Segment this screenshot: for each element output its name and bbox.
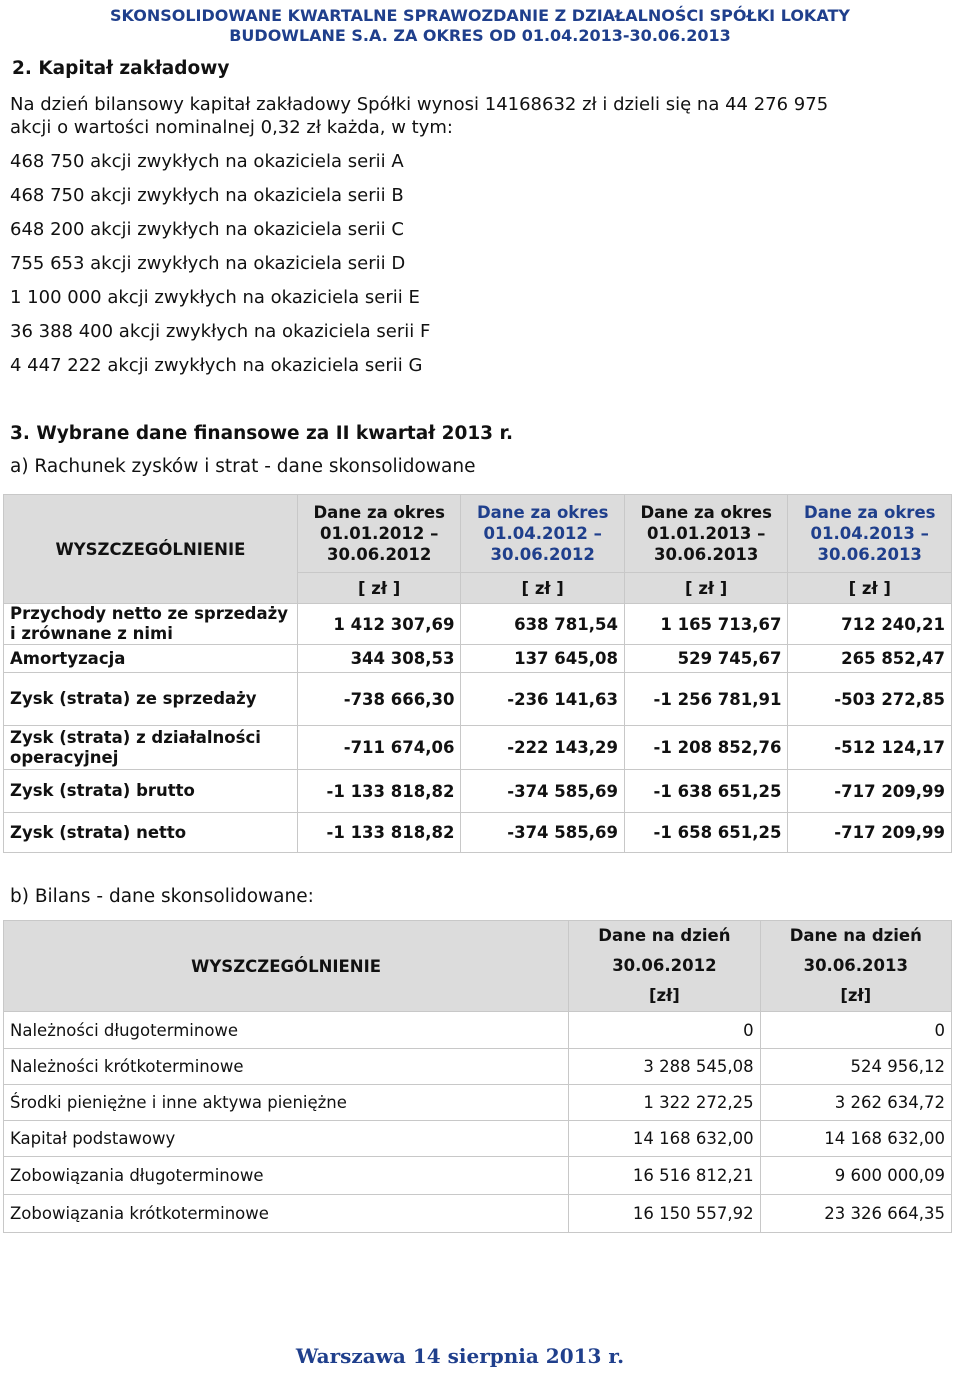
row-label: Zobowiązania długoterminowe xyxy=(4,1157,569,1195)
share-series-f: 36 388 400 akcji zwykłych na okaziciela serii F xyxy=(10,321,431,342)
value-cell: -374 585,69 xyxy=(461,770,625,813)
value-cell: 1 412 307,69 xyxy=(297,604,461,645)
value-cell: 0 xyxy=(760,1012,951,1049)
table-row xyxy=(4,673,952,726)
income-unit-cell: [ zł ] xyxy=(624,573,788,604)
value-cell: 524 956,12 xyxy=(760,1049,951,1085)
value-cell: 1 165 713,67 xyxy=(624,604,788,645)
col-header-line: 30.06.2013 xyxy=(803,956,908,975)
section-2-title: 2. Kapitał zakładowy xyxy=(12,58,230,79)
col-header-line: 30.06.2012 xyxy=(612,956,717,975)
col-header-line: [zł] xyxy=(840,986,872,1005)
share-capital-intro xyxy=(10,93,940,139)
col-header-line: [zł] xyxy=(648,986,680,1005)
value-cell: -222 143,29 xyxy=(461,726,625,770)
income-label-header: WYSZCZEGÓLNIENIE xyxy=(4,495,298,604)
col-header-line: 30.06.2013 xyxy=(817,545,922,564)
value-cell: 3 262 634,72 xyxy=(760,1085,951,1121)
col-header-line: Dane za okres xyxy=(476,503,609,522)
col-header-line: 30.06.2012 xyxy=(490,545,595,564)
income-unit-cell: [ zł ] xyxy=(297,573,461,604)
value-cell: 23 326 664,35 xyxy=(760,1195,951,1233)
share-series-b: 468 750 akcji zwykłych na okaziciela serii B xyxy=(10,185,404,206)
table-row xyxy=(4,645,952,673)
place-date-footer: Warszawa 14 sierpnia 2013 r. xyxy=(295,1344,625,1368)
income-statement-heading: a) Rachunek zysków i strat - dane skonsolidowane xyxy=(10,456,476,477)
value-cell: 712 240,21 xyxy=(788,604,952,645)
row-label: Zysk (strata) netto xyxy=(4,813,298,853)
col-header-line: Dane za okres xyxy=(804,503,936,522)
table-row xyxy=(4,1195,952,1233)
table-row xyxy=(4,813,952,853)
header-line-2: BUDOWLANE S.A. ZA OKRES OD 01.04.2013-30.06.2013 xyxy=(229,26,731,45)
table-row xyxy=(4,1157,952,1195)
row-label: Zysk (strata) brutto xyxy=(4,770,298,813)
balance-sheet-heading: b) Bilans - dane skonsolidowane: xyxy=(10,886,314,907)
value-cell: 1 322 272,25 xyxy=(569,1085,760,1121)
value-cell: -717 209,99 xyxy=(788,813,952,853)
value-cell: -738 666,30 xyxy=(297,673,461,726)
col-header-line: 01.01.2013 – xyxy=(647,524,766,543)
value-cell: 3 288 545,08 xyxy=(569,1049,760,1085)
intro-line-1: Na dzień bilansowy kapitał zakładowy Spółki wynosi 14168632 zł i dzieli się na 44 276 975 xyxy=(10,94,829,115)
row-label: Należności krótkoterminowe xyxy=(4,1049,569,1085)
value-cell: -512 124,17 xyxy=(788,726,952,770)
header-line-1: SKONSOLIDOWANE KWARTALNE SPRAWOZDANIE Z DZIAŁALNOŚCI SPÓŁKI LOKATY xyxy=(110,6,850,25)
row-label: Zysk (strata) z działalności operacyjnej xyxy=(4,726,298,770)
balance-label-header: WYSZCZEGÓLNIENIE xyxy=(4,921,569,1012)
row-label: Kapitał podstawowy xyxy=(4,1121,569,1157)
col-header-line: Dane na dzień xyxy=(598,926,731,945)
income-col-header xyxy=(788,495,952,573)
value-cell: -711 674,06 xyxy=(297,726,461,770)
table-row xyxy=(4,1121,952,1157)
value-cell: 265 852,47 xyxy=(788,645,952,673)
share-series-a: 468 750 akcji zwykłych na okaziciela serii A xyxy=(10,151,404,172)
table-row xyxy=(4,1012,952,1049)
value-cell: -374 585,69 xyxy=(461,813,625,853)
share-series-g: 4 447 222 akcji zwykłych na okaziciela serii G xyxy=(10,355,423,376)
income-col-header xyxy=(624,495,788,573)
income-unit-cell: [ zł ] xyxy=(461,573,625,604)
value-cell: 344 308,53 xyxy=(297,645,461,673)
share-series-e: 1 100 000 akcji zwykłych na okaziciela serii E xyxy=(10,287,420,308)
row-label: Należności długoterminowe xyxy=(4,1012,569,1049)
value-cell: -1 208 852,76 xyxy=(624,726,788,770)
value-cell: 137 645,08 xyxy=(461,645,625,673)
income-col-header xyxy=(461,495,625,573)
row-label: Zysk (strata) ze sprzedaży xyxy=(4,673,298,726)
table-row xyxy=(4,770,952,813)
value-cell: -236 141,63 xyxy=(461,673,625,726)
value-cell: 529 745,67 xyxy=(624,645,788,673)
row-label: Zobowiązania krótkoterminowe xyxy=(4,1195,569,1233)
value-cell: 16 516 812,21 xyxy=(569,1157,760,1195)
income-unit-cell: [ zł ] xyxy=(788,573,952,604)
document-header xyxy=(0,6,960,46)
row-label: Przychody netto ze sprzedaży i zrównane z nimi xyxy=(4,604,298,645)
value-cell: 638 781,54 xyxy=(461,604,625,645)
table-row xyxy=(4,1085,952,1121)
share-series-c: 648 200 akcji zwykłych na okaziciela serii C xyxy=(10,219,404,240)
value-cell: 0 xyxy=(569,1012,760,1049)
col-header-line: Dane za okres xyxy=(313,503,445,522)
value-cell: -717 209,99 xyxy=(788,770,952,813)
row-label: Amortyzacja xyxy=(4,645,298,673)
col-header-line: 01.01.2012 – xyxy=(319,524,439,543)
intro-line-2: akcji o wartości nominalnej 0,32 zł każda, w tym: xyxy=(10,117,453,138)
value-cell: 14 168 632,00 xyxy=(760,1121,951,1157)
col-header-line: 30.06.2013 xyxy=(654,545,759,564)
col-header-line: 30.06.2012 xyxy=(326,545,432,564)
section-3-title: 3. Wybrane dane finansowe za II kwartał 2013 r. xyxy=(10,423,514,444)
value-cell: 16 150 557,92 xyxy=(569,1195,760,1233)
balance-col-header xyxy=(569,921,760,1012)
balance-col-header xyxy=(760,921,951,1012)
value-cell: -503 272,85 xyxy=(788,673,952,726)
col-header-line: Dane na dzień xyxy=(789,926,922,945)
income-statement-table xyxy=(3,494,952,853)
table-row xyxy=(4,604,952,645)
col-header-line: 01.04.2013 – xyxy=(810,524,929,543)
value-cell: -1 658 651,25 xyxy=(624,813,788,853)
col-header-line: Dane za okres xyxy=(640,503,772,522)
table-row xyxy=(4,726,952,770)
share-series-d: 755 653 akcji zwykłych na okaziciela serii D xyxy=(10,253,406,274)
table-row xyxy=(4,1049,952,1085)
value-cell: -1 133 818,82 xyxy=(297,770,461,813)
col-header-line: 01.04.2012 – xyxy=(483,524,602,543)
value-cell: -1 638 651,25 xyxy=(624,770,788,813)
balance-sheet-table xyxy=(3,920,952,1233)
value-cell: 9 600 000,09 xyxy=(760,1157,951,1195)
value-cell: -1 256 781,91 xyxy=(624,673,788,726)
value-cell: 14 168 632,00 xyxy=(569,1121,760,1157)
row-label: Środki pieniężne i inne aktywa pieniężne xyxy=(4,1085,569,1121)
income-col-header xyxy=(297,495,461,573)
value-cell: -1 133 818,82 xyxy=(297,813,461,853)
